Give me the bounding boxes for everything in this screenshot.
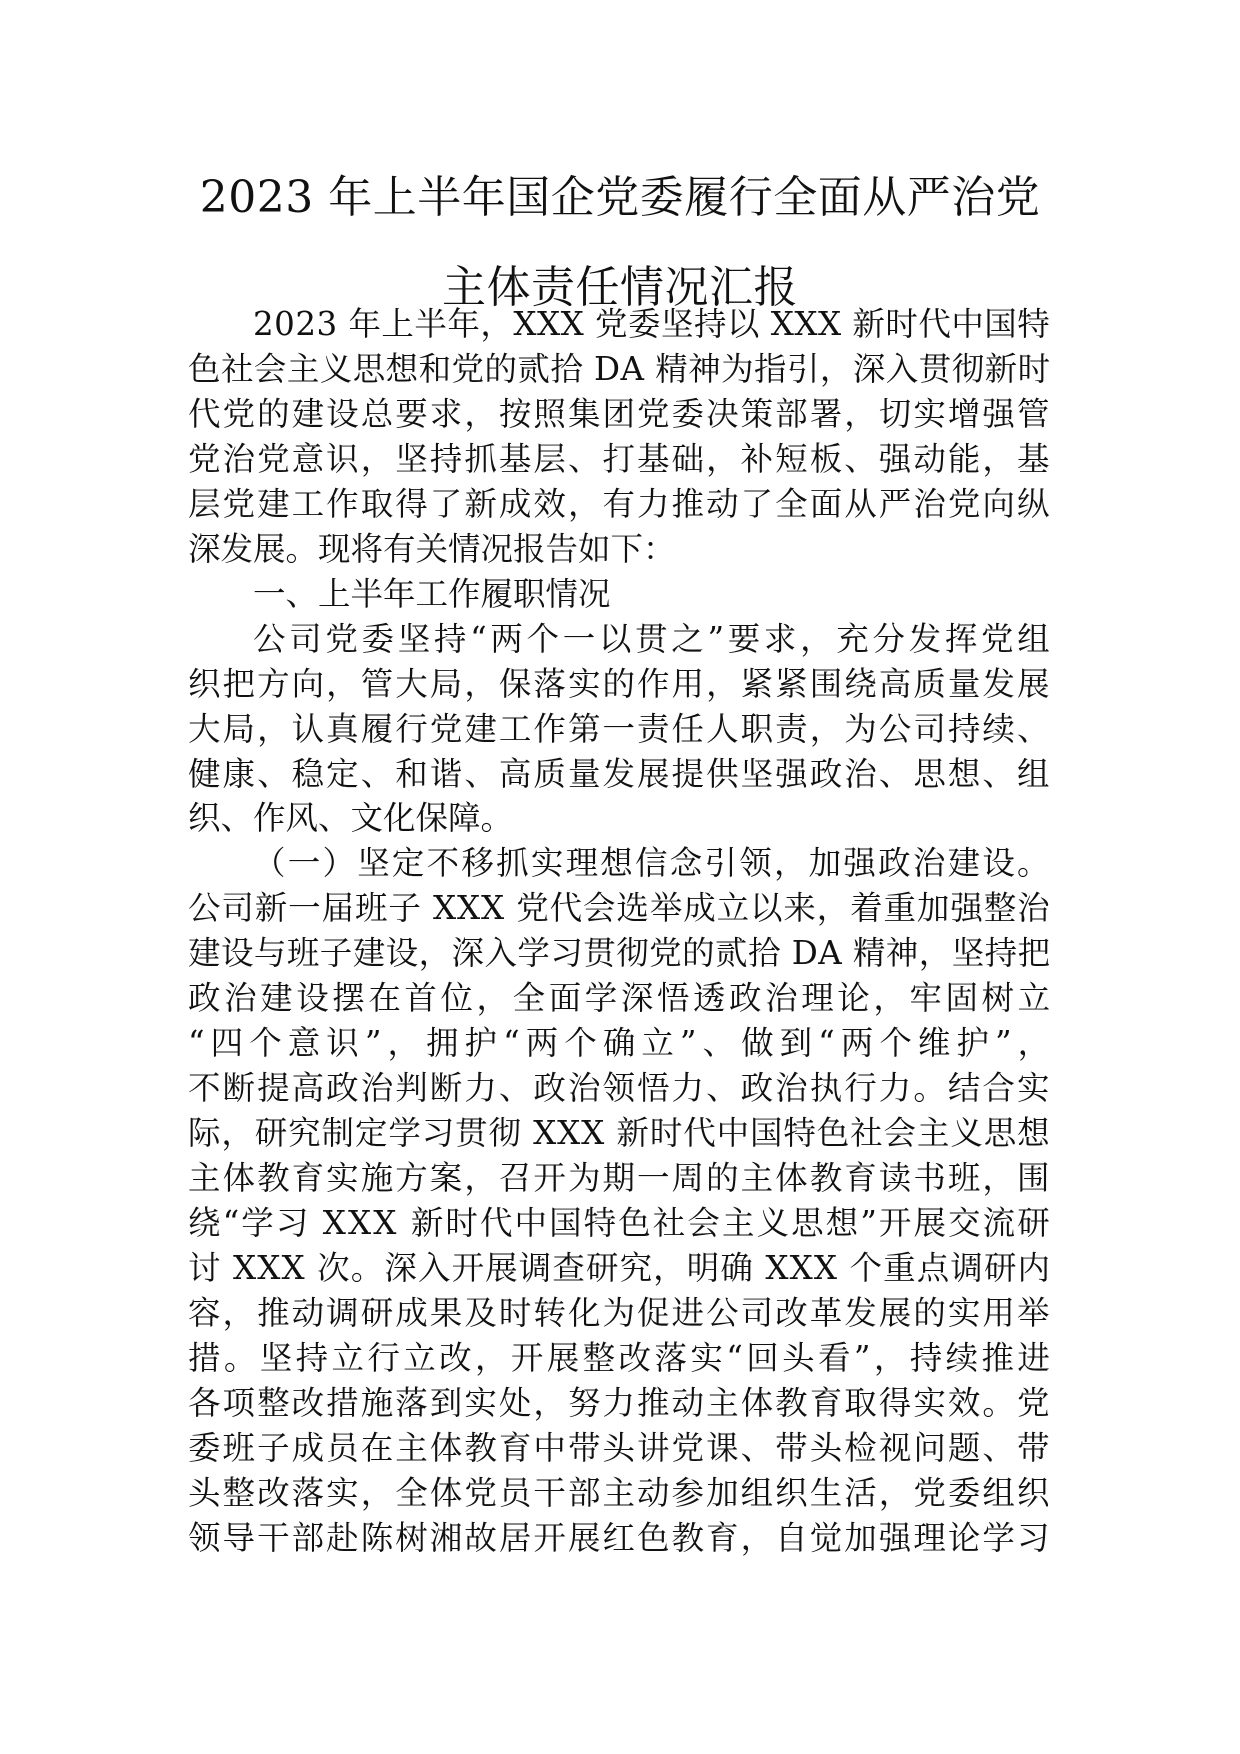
document-title-line-1: 2023 年上半年国企党委履行全面从严治党 (199, 172, 1041, 223)
body-line: 各项整改措施落到实处，努力推动主体教育取得实效。党 (188, 1384, 1052, 1422)
body-line: 容，推动调研成果及时转化为促进公司改革发展的实用举 (188, 1294, 1052, 1332)
body-line: 公司新一届班子 XXX 党代会选举成立以来，着重加强整治 (188, 889, 1051, 927)
body-line: 公司党委坚持“两个一以贯之”要求，充分发挥党组 (253, 620, 1054, 658)
body-line: 大局，认真履行党建工作第一责任人职责，为公司持续、 (188, 710, 1052, 748)
body-line: 一、上半年工作履职情况 (253, 575, 611, 613)
body-line: 织、作风、文化保障。 (188, 799, 514, 837)
body-line: 代党的建设总要求，按照集团党委决策部署，切实增强管 (188, 395, 1052, 433)
body-line: 头整改落实，全体党员干部主动参加组织生活，党委组织 (188, 1474, 1052, 1512)
document-title-line-2: 主体责任情况汇报 (442, 262, 798, 313)
body-line: 党治党意识，坚持抓基层、打基础，补短板、强动能，基 (188, 440, 1052, 478)
body-line: 际，研究制定学习贯彻 XXX 新时代中国特色社会主义思想 (188, 1114, 1051, 1152)
body-line: “四个意识”，拥护“两个确立”、做到“两个维护”， (188, 1024, 1057, 1062)
body-line: 讨 XXX 次。深入开展调查研究，明确 XXX 个重点调研内 (188, 1249, 1052, 1287)
body-line: 层党建工作取得了新成效，有力推动了全面从严治党向纵 (188, 485, 1052, 523)
body-line: 色社会主义思想和党的贰拾 DA 精神为指引，深入贯彻新时 (188, 350, 1051, 388)
body-line: 健康、稳定、和谐、高质量发展提供坚强政治、思想、组 (188, 755, 1052, 793)
body-line: 措。坚持立行立改，开展整改落实“回头看”，持续推进 (188, 1339, 1054, 1377)
body-line: 主体教育实施方案，召开为期一周的主体教育读书班，围 (188, 1159, 1052, 1197)
body-line: 建设与班子建设，深入学习贯彻党的贰拾 DA 精神，坚持把 (188, 934, 1051, 972)
body-line: 不断提高政治判断力、政治领悟力、政治执行力。结合实 (188, 1069, 1052, 1107)
body-line: 2023 年上半年，XXX 党委坚持以 XXX 新时代中国特 (253, 305, 1051, 343)
body-line: 领导干部赴陈树湘故居开展红色教育，自觉加强理论学习 (188, 1519, 1052, 1557)
body-line: 政治建设摆在首位，全面学深悟透政治理论，牢固树立 (188, 979, 1054, 1017)
body-line: 深发展。现将有关情况报告如下： (188, 530, 676, 568)
body-line: 委班子成员在主体教育中带头讲党课、带头检视问题、带 (188, 1429, 1052, 1467)
body-line: 织把方向，管大局，保落实的作用，紧紧围绕高质量发展 (188, 665, 1052, 703)
body-line: 绕“学习 XXX 新时代中国特色社会主义思想”开展交流研 (188, 1204, 1052, 1242)
body-line: （一）坚定不移抓实理想信念引领，加强政治建设。 (253, 844, 1052, 882)
